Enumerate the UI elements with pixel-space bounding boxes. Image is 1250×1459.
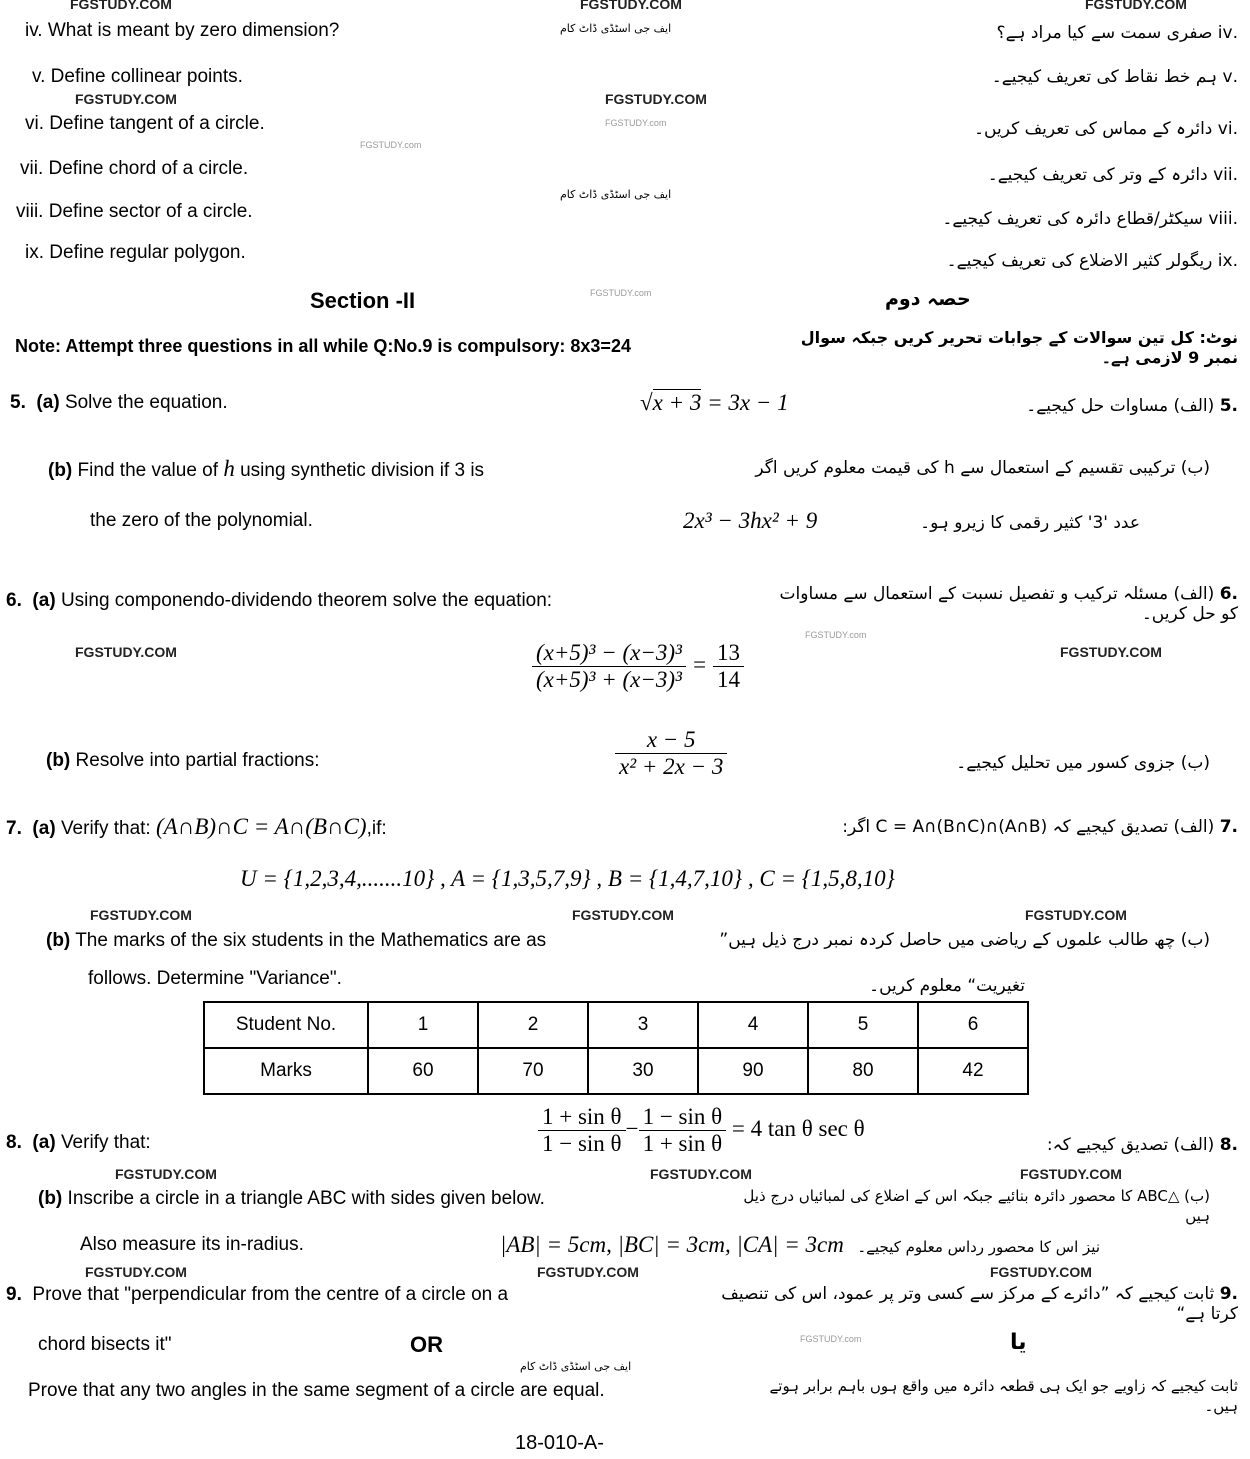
question-8a xyxy=(6,1132,151,1154)
table-cell: 1 xyxy=(368,1002,478,1048)
question-5b-cont: the zero of the polynomial. xyxy=(90,510,313,531)
question-text: Resolve into partial fractions: xyxy=(75,750,320,771)
table-cell: 4 xyxy=(698,1002,808,1048)
question-text-urdu: ریگولر کثیر الاضلاع کی تعریف کیجیے۔ xyxy=(946,251,1213,271)
note: Note: Attempt three questions in all while Q:No.9 is compulsory: 8x3=24 xyxy=(15,336,631,356)
question-9-alternative: Prove that any two angles in the same segment of a circle are equal. xyxy=(28,1380,605,1401)
question-7b-urdu-cont: تغیریت“ معلوم کریں۔ xyxy=(869,976,1025,996)
question-5b-urdu-cont: عدد '3' کثیر رقمی کا زیرو ہو۔ xyxy=(920,513,1140,533)
question-8b-urdu-cont: نیز اس کا محصور رداس معلوم کیجیے۔ xyxy=(857,1238,1100,1256)
fraction-numerator: x − 5 xyxy=(615,727,727,754)
question-viii-urdu xyxy=(942,208,1238,229)
table-cell: 42 xyxy=(918,1048,1028,1094)
question-text-urdu: دائرہ کے وتر کی تعریف کیجیے۔ xyxy=(987,165,1208,185)
part-label: (b) xyxy=(46,750,71,771)
watermark-small: FGSTUDY.com xyxy=(805,630,867,640)
paper-code: 18-010-A- xyxy=(515,1432,604,1454)
set-definitions: U = {1,2,3,4,.......10} , A = {1,3,5,7,9} , B = {1,4,7,10} , C = {1,5,8,10} xyxy=(240,866,895,891)
question-text: Verify that: xyxy=(60,818,151,839)
question-text: Define regular polygon. xyxy=(49,242,246,263)
part-label: (b) xyxy=(46,930,71,951)
question-vi-urdu xyxy=(974,118,1238,139)
question-6b-urdu: (ب) جزوی کسور میں تحلیل کیجیے۔ xyxy=(956,753,1210,773)
question-viii xyxy=(16,201,253,223)
question-text-urdu: صفری سمت سے کیا مراد ہے؟ xyxy=(996,23,1213,43)
watermark-small: FGSTUDY.com xyxy=(590,288,652,298)
question-number: 5. xyxy=(10,392,26,413)
question-8b-cont: Also measure its in-radius. xyxy=(80,1234,304,1255)
watermark: FGSTUDY.COM xyxy=(1060,644,1162,660)
table-cell: 90 xyxy=(698,1048,808,1094)
question-number-urdu: .5 xyxy=(1219,396,1238,416)
watermark: FGSTUDY.COM xyxy=(115,1166,217,1182)
polynomial-5b: 2x³ − 3hx² + 9 xyxy=(683,508,818,533)
question-number-urdu: .7 xyxy=(1219,817,1238,837)
question-8b xyxy=(38,1188,545,1210)
part-label: (b) xyxy=(48,460,73,481)
part-label: (a) xyxy=(32,590,56,611)
or-label-urdu: یا xyxy=(1010,1330,1027,1355)
table-cell: 2 xyxy=(478,1002,588,1048)
question-vi xyxy=(25,113,265,135)
question-7b-cont: follows. Determine "Variance". xyxy=(88,968,342,989)
question-number: viii. xyxy=(16,201,44,222)
question-number: 8. xyxy=(6,1132,22,1153)
question-text: Prove that "perpendicular from the centre of a circle on a xyxy=(32,1284,509,1305)
question-text: Using componendo-dividendo theorem solve the equation: xyxy=(60,590,553,611)
question-text: Define collinear points. xyxy=(50,66,243,87)
question-5b xyxy=(48,456,484,482)
table-cell: 70 xyxy=(478,1048,588,1094)
question-number-urdu: .8 xyxy=(1219,1135,1238,1155)
fraction-numerator: 1 − sin θ xyxy=(639,1104,727,1131)
question-number: iv. xyxy=(25,20,43,41)
table-cell: 6 xyxy=(918,1002,1028,1048)
fraction-denominator: 1 − sin θ xyxy=(542,1131,622,1156)
watermark: FGSTUDY.COM xyxy=(537,1264,639,1280)
question-number: 9. xyxy=(6,1284,22,1305)
table-cell: 5 xyxy=(808,1002,918,1048)
equation-6a: $\frac{\text{(x+5)³ − (x−3)³}}{\text{(x+5)³ + (x−3)³}}$ = $\frac{13}{14}$ xyxy=(532,640,744,693)
question-text: Define tangent of a circle. xyxy=(49,113,265,134)
section-title: Section -II xyxy=(310,288,416,313)
fraction-6b xyxy=(615,727,727,780)
question-number: vii. xyxy=(20,158,44,179)
row-header: Marks xyxy=(204,1048,368,1094)
variable: h xyxy=(223,456,235,481)
watermark-small: FGSTUDY.com xyxy=(800,1334,862,1344)
table-cell: 3 xyxy=(588,1002,698,1048)
fraction-numerator: (x+5)³ − (x−3)³ xyxy=(532,640,686,667)
equation-5a: √x + 3 = 3x − 1 xyxy=(640,390,789,415)
watermark-urdu: ایف جی اسٹڈی ڈاٹ کام xyxy=(560,188,672,201)
operator: − xyxy=(625,1115,639,1141)
watermark: FGSTUDY.COM xyxy=(90,907,192,923)
part-label: (a) xyxy=(32,818,56,839)
watermark: FGSTUDY.COM xyxy=(1085,0,1187,12)
question-text-urdu: دائرہ کے مماس کی تعریف کریں۔ xyxy=(974,119,1213,139)
question-number: ix. xyxy=(25,242,44,263)
note-urdu: نوٹ: کل تین سوالات کے جوابات تحریر کریں جبکہ سوال نمبر 9 لازمی ہے۔ xyxy=(800,328,1238,367)
question-number-urdu: .v xyxy=(1222,67,1238,87)
table-row xyxy=(204,1002,1028,1048)
fraction-denominator: (x+5)³ + (x−3)³ xyxy=(536,667,682,692)
question-text-urdu: (الف) مساوات حل کیجیے۔ xyxy=(1026,396,1215,416)
table-row xyxy=(204,1048,1028,1094)
question-5b-urdu: (ب) ترکیبی تقسیم کے استعمال سے h کی قیمت معلوم کریں اگر xyxy=(755,458,1210,478)
question-number-urdu: .vii xyxy=(1213,165,1238,185)
question-7b xyxy=(46,930,546,952)
question-text: What is meant by zero dimension? xyxy=(47,20,340,41)
question-6b xyxy=(46,750,320,772)
question-text: Verify that: xyxy=(60,1132,151,1153)
question-text-urdu: ثابت کیجیے کہ ”دائرے کے مرکز سے کسی وتر پر عمود، اس کی تنصیف کرتا ہے“ xyxy=(721,1284,1238,1324)
question-text: Inscribe a circle in a triangle ABC with sides given below. xyxy=(67,1188,545,1209)
question-text-urdu: (الف) تصدیق کیجیے کہ: xyxy=(1046,1135,1215,1155)
question-number: 6. xyxy=(6,590,22,611)
question-v xyxy=(32,66,243,88)
equation-8a xyxy=(538,1104,865,1157)
question-number-urdu: .iv xyxy=(1217,23,1238,43)
watermark-small: FGSTUDY.com xyxy=(360,140,422,150)
question-text: ,if: xyxy=(366,818,387,839)
question-text: The marks of the six students in the Mathematics are as xyxy=(75,930,547,951)
question-5a-urdu xyxy=(1026,395,1238,416)
question-7a-urdu xyxy=(842,816,1238,837)
marks-table xyxy=(203,1001,1029,1095)
question-text: using synthetic division if 3 is xyxy=(240,460,485,481)
fraction-denominator: 14 xyxy=(716,667,740,692)
question-6a xyxy=(6,590,552,612)
question-7b-urdu: (ب) چھ طالب علموں کے ریاضی میں حاصل کردہ نمبر درج ذیل ہیں” xyxy=(719,930,1210,950)
watermark: FGSTUDY.COM xyxy=(990,1264,1092,1280)
question-number-urdu: .vi xyxy=(1217,119,1238,139)
set-identity: (A∩B)∩C = A∩(B∩C) xyxy=(156,814,367,839)
radicand: x + 3 xyxy=(652,390,702,415)
question-8b-urdu: (ب) △ABC کا محصور دائرہ بنائیے جبکہ اس کے اضلاع کی لمبائیاں درج ذیل ہیں xyxy=(743,1187,1210,1225)
question-text: Define chord of a circle. xyxy=(48,158,249,179)
watermark: FGSTUDY.COM xyxy=(85,1264,187,1280)
question-text-urdu: (الف) مسئلہ ترکیب و تفصیل نسبت کے استعمال سے مساوات کو حل کریں۔ xyxy=(779,584,1238,624)
table-cell: 30 xyxy=(588,1048,698,1094)
question-number-urdu: .9 xyxy=(1219,1284,1238,1304)
watermark-small: FGSTUDY.com xyxy=(605,118,667,128)
question-text-urdu: ہم خط نقاط کی تعریف کیجیے۔ xyxy=(991,67,1218,87)
question-number: 7. xyxy=(6,818,22,839)
section-title-urdu: حصہ دوم xyxy=(885,288,971,310)
question-9-urdu xyxy=(718,1284,1238,1324)
fraction-numerator: 1 + sin θ xyxy=(538,1104,626,1131)
triangle-sides: |AB| = 5cm, |BC| = 3cm, |CA| = 3cm xyxy=(500,1232,844,1257)
question-number-urdu: .ix xyxy=(1217,251,1238,271)
question-iv xyxy=(25,20,339,42)
question-8a-urdu xyxy=(1047,1134,1238,1155)
question-ix-urdu xyxy=(947,250,1238,271)
watermark: FGSTUDY.COM xyxy=(572,907,674,923)
question-v-urdu xyxy=(992,66,1238,87)
question-vii xyxy=(20,158,248,180)
question-ix xyxy=(25,242,246,264)
question-text-urdu: سیکٹر/قطاع دائرہ کی تعریف کیجیے۔ xyxy=(942,209,1203,229)
question-7a xyxy=(6,814,387,840)
watermark: FGSTUDY.COM xyxy=(650,1166,752,1182)
question-number-urdu: .6 xyxy=(1219,584,1238,604)
watermark: FGSTUDY.COM xyxy=(75,644,177,660)
table-cell: 60 xyxy=(368,1048,478,1094)
question-text-urdu: (الف) تصدیق کیجیے کہ (A∩B)∩C = A∩(B∩C) اگر: xyxy=(842,817,1215,837)
part-label: (a) xyxy=(36,392,60,413)
fraction-denominator: x² + 2x − 3 xyxy=(619,754,724,779)
watermark: FGSTUDY.COM xyxy=(70,0,172,12)
fraction-numerator: 13 xyxy=(713,640,744,667)
equation-rhs: = 4 tan θ sec θ xyxy=(731,1115,865,1141)
equation-rhs: = 3x − 1 xyxy=(707,390,789,415)
question-9 xyxy=(6,1284,508,1306)
question-text: Find the value of xyxy=(77,460,219,481)
question-5a xyxy=(10,392,228,414)
watermark: FGSTUDY.COM xyxy=(75,91,177,107)
watermark: FGSTUDY.COM xyxy=(580,0,682,12)
watermark: FGSTUDY.COM xyxy=(1025,907,1127,923)
question-6a-urdu xyxy=(758,584,1238,624)
question-number: vi. xyxy=(25,113,44,134)
question-iv-urdu xyxy=(997,22,1238,43)
question-text: Solve the equation. xyxy=(64,392,228,413)
question-number: v. xyxy=(32,66,46,87)
row-header: Student No. xyxy=(204,1002,368,1048)
watermark-urdu: ایف جی اسٹڈی ڈاٹ کام xyxy=(520,1360,632,1373)
or-label: OR xyxy=(410,1332,443,1357)
watermark: FGSTUDY.COM xyxy=(605,91,707,107)
question-number-urdu: .viii xyxy=(1208,209,1238,229)
question-vii-urdu xyxy=(988,164,1238,185)
part-label: (a) xyxy=(32,1132,56,1153)
question-9-alternative-urdu: ثابت کیجیے کہ زاویے جو ایک ہی قطعہ دائرہ میں واقع ہوں باہم برابر ہوتے ہیں۔ xyxy=(769,1377,1238,1415)
question-text: Define sector of a circle. xyxy=(48,201,253,222)
part-label: (b) xyxy=(38,1188,63,1209)
fraction-denominator: 1 + sin θ xyxy=(642,1131,723,1156)
watermark: FGSTUDY.COM xyxy=(1020,1166,1122,1182)
question-9-cont: chord bisects it" xyxy=(38,1334,172,1355)
table-cell: 80 xyxy=(808,1048,918,1094)
watermark-urdu: ایف جی اسٹڈی ڈاٹ کام xyxy=(560,22,672,35)
